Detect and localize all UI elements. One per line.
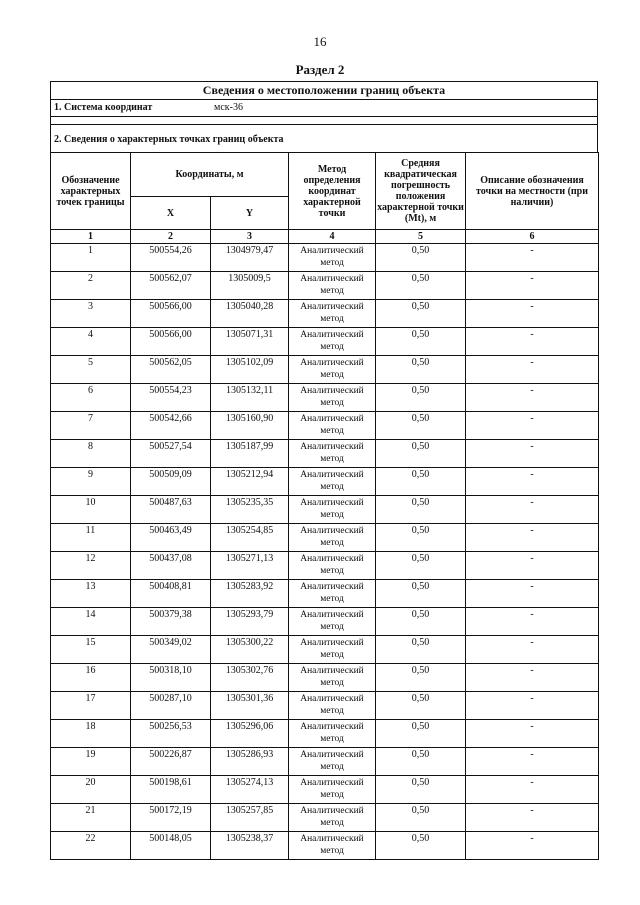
coord-y-cell: 1305254,85 xyxy=(211,524,289,552)
accuracy-cell: 0,50 xyxy=(376,552,466,580)
coord-y-cell: 1305040,28 xyxy=(211,300,289,328)
method-cell: Аналитический метод xyxy=(289,440,376,468)
coord-x-cell: 500463,49 xyxy=(131,524,211,552)
coord-y-cell: 1305283,92 xyxy=(211,580,289,608)
method-cell: Аналитический метод xyxy=(289,580,376,608)
description-cell: - xyxy=(466,664,599,692)
accuracy-cell: 0,50 xyxy=(376,300,466,328)
method-cell: Аналитический метод xyxy=(289,636,376,664)
description-cell: - xyxy=(466,608,599,636)
description-cell: - xyxy=(466,720,599,748)
table-row xyxy=(51,776,599,804)
point-number-cell: 7 xyxy=(51,412,131,440)
table-row xyxy=(51,692,599,720)
description-cell: - xyxy=(466,776,599,804)
point-number-cell: 16 xyxy=(51,664,131,692)
accuracy-cell: 0,50 xyxy=(376,664,466,692)
point-number-cell: 15 xyxy=(51,636,131,664)
accuracy-cell: 0,50 xyxy=(376,356,466,384)
point-number-cell: 5 xyxy=(51,356,131,384)
point-number-cell: 22 xyxy=(51,832,131,860)
description-cell: - xyxy=(466,552,599,580)
accuracy-cell: 0,50 xyxy=(376,832,466,860)
accuracy-cell: 0,50 xyxy=(376,608,466,636)
table-row xyxy=(51,832,599,860)
description-cell: - xyxy=(466,636,599,664)
table-row xyxy=(51,496,599,524)
point-number-cell: 19 xyxy=(51,748,131,776)
description-cell: - xyxy=(466,244,599,272)
point-number-cell: 9 xyxy=(51,468,131,496)
method-cell: Аналитический метод xyxy=(289,524,376,552)
point-number-cell: 14 xyxy=(51,608,131,636)
point-number-cell: 10 xyxy=(51,496,131,524)
coord-x-cell: 500566,00 xyxy=(131,300,211,328)
coord-x-cell: 500554,23 xyxy=(131,384,211,412)
table-row xyxy=(51,608,599,636)
description-cell: - xyxy=(466,748,599,776)
column-index: 3 xyxy=(211,230,289,244)
points-heading-row xyxy=(50,124,598,153)
column-index: 6 xyxy=(466,230,599,244)
method-cell: Аналитический метод xyxy=(289,300,376,328)
coord-y-cell: 1305009,5 xyxy=(211,272,289,300)
table-row xyxy=(51,272,599,300)
coord-x-cell: 500542,66 xyxy=(131,412,211,440)
table-row xyxy=(51,244,599,272)
coord-x-cell: 500554,26 xyxy=(131,244,211,272)
coord-y-cell: 1305257,85 xyxy=(211,804,289,832)
column-index: 2 xyxy=(131,230,211,244)
table-row xyxy=(51,412,599,440)
method-cell: Аналитический метод xyxy=(289,692,376,720)
point-number-cell: 4 xyxy=(51,328,131,356)
method-cell: Аналитический метод xyxy=(289,244,376,272)
method-cell: Аналитический метод xyxy=(289,776,376,804)
accuracy-cell: 0,50 xyxy=(376,776,466,804)
coord-y-cell: 1305102,09 xyxy=(211,356,289,384)
table-row xyxy=(51,804,599,832)
table-row xyxy=(51,356,599,384)
coord-y-cell: 1305274,13 xyxy=(211,776,289,804)
coord-x-cell: 500198,61 xyxy=(131,776,211,804)
coord-x-cell: 500487,63 xyxy=(131,496,211,524)
coord-y-cell: 1305160,90 xyxy=(211,412,289,440)
accuracy-cell: 0,50 xyxy=(376,524,466,552)
page-number: 16 xyxy=(313,34,327,49)
point-number-cell: 17 xyxy=(51,692,131,720)
method-cell: Аналитический метод xyxy=(289,468,376,496)
accuracy-cell: 0,50 xyxy=(376,272,466,300)
accuracy-cell: 0,50 xyxy=(376,384,466,412)
method-cell: Аналитический метод xyxy=(289,384,376,412)
table-row xyxy=(51,384,599,412)
header-method: Метод определения координат характерной точки xyxy=(289,153,376,230)
coord-x-cell: 500226,87 xyxy=(131,748,211,776)
table-row xyxy=(51,300,599,328)
boundary-points-table xyxy=(50,152,599,860)
description-cell: - xyxy=(466,440,599,468)
coord-x-cell: 500148,05 xyxy=(131,832,211,860)
table-row xyxy=(51,468,599,496)
description-cell: - xyxy=(466,272,599,300)
accuracy-cell: 0,50 xyxy=(376,636,466,664)
header-y: Y xyxy=(211,197,289,230)
method-cell: Аналитический метод xyxy=(289,664,376,692)
column-index: 5 xyxy=(376,230,466,244)
description-cell: - xyxy=(466,832,599,860)
description-cell: - xyxy=(466,300,599,328)
points-heading: 2. Сведения о характерных точках границ объекта xyxy=(54,134,284,145)
method-cell: Аналитический метод xyxy=(289,748,376,776)
coord-y-cell: 1304979,47 xyxy=(211,244,289,272)
coord-x-cell: 500562,05 xyxy=(131,356,211,384)
header-coordinates: Координаты, м xyxy=(131,153,289,197)
method-cell: Аналитический метод xyxy=(289,356,376,384)
accuracy-cell: 0,50 xyxy=(376,804,466,832)
accuracy-cell: 0,50 xyxy=(376,720,466,748)
coord-y-cell: 1305187,99 xyxy=(211,440,289,468)
description-cell: - xyxy=(466,580,599,608)
method-cell: Аналитический метод xyxy=(289,552,376,580)
header-accuracy: Средняя квадратическая погрешность положения характерной точки (Mt), м xyxy=(376,153,466,230)
method-cell: Аналитический метод xyxy=(289,832,376,860)
section-title: Раздел 2 xyxy=(295,62,345,77)
point-number-cell: 3 xyxy=(51,300,131,328)
method-cell: Аналитический метод xyxy=(289,272,376,300)
table-row xyxy=(51,440,599,468)
coord-y-cell: 1305271,13 xyxy=(211,552,289,580)
point-number-cell: 18 xyxy=(51,720,131,748)
description-cell: - xyxy=(466,356,599,384)
point-number-cell: 12 xyxy=(51,552,131,580)
table-row xyxy=(51,636,599,664)
column-index: 4 xyxy=(289,230,376,244)
coord-y-cell: 1305212,94 xyxy=(211,468,289,496)
coord-y-cell: 1305293,79 xyxy=(211,608,289,636)
coord-x-cell: 500349,02 xyxy=(131,636,211,664)
point-number-cell: 13 xyxy=(51,580,131,608)
coord-y-cell: 1305235,35 xyxy=(211,496,289,524)
accuracy-cell: 0,50 xyxy=(376,748,466,776)
coordinate-system-label: 1. Система координат xyxy=(54,102,153,113)
coord-x-cell: 500562,07 xyxy=(131,272,211,300)
coord-y-cell: 1305301,36 xyxy=(211,692,289,720)
accuracy-cell: 0,50 xyxy=(376,412,466,440)
description-cell: - xyxy=(466,384,599,412)
point-number-cell: 11 xyxy=(51,524,131,552)
coord-x-cell: 500566,00 xyxy=(131,328,211,356)
accuracy-cell: 0,50 xyxy=(376,496,466,524)
accuracy-cell: 0,50 xyxy=(376,468,466,496)
description-cell: - xyxy=(466,328,599,356)
header-x: X xyxy=(131,197,211,230)
table-row xyxy=(51,748,599,776)
coord-x-cell: 500318,10 xyxy=(131,664,211,692)
point-number-cell: 1 xyxy=(51,244,131,272)
point-number-cell: 6 xyxy=(51,384,131,412)
coord-y-cell: 1305302,76 xyxy=(211,664,289,692)
coord-y-cell: 1305238,37 xyxy=(211,832,289,860)
coord-x-cell: 500509,09 xyxy=(131,468,211,496)
coord-y-cell: 1305286,93 xyxy=(211,748,289,776)
accuracy-cell: 0,50 xyxy=(376,580,466,608)
table-row xyxy=(51,720,599,748)
coord-y-cell: 1305132,11 xyxy=(211,384,289,412)
coord-x-cell: 500256,53 xyxy=(131,720,211,748)
method-cell: Аналитический метод xyxy=(289,328,376,356)
point-number-cell: 21 xyxy=(51,804,131,832)
coord-x-cell: 500437,08 xyxy=(131,552,211,580)
description-cell: - xyxy=(466,496,599,524)
table-row xyxy=(51,524,599,552)
method-cell: Аналитический метод xyxy=(289,804,376,832)
point-number-cell: 2 xyxy=(51,272,131,300)
coordinate-system-value: мск-36 xyxy=(214,102,243,113)
method-cell: Аналитический метод xyxy=(289,412,376,440)
description-cell: - xyxy=(466,524,599,552)
coord-y-cell: 1305300,22 xyxy=(211,636,289,664)
method-cell: Аналитический метод xyxy=(289,720,376,748)
point-number-cell: 20 xyxy=(51,776,131,804)
table-row xyxy=(51,552,599,580)
table-row xyxy=(51,580,599,608)
description-cell: - xyxy=(466,412,599,440)
method-cell: Аналитический метод xyxy=(289,496,376,524)
section-heading: Сведения о местоположении границ объекта xyxy=(50,81,598,100)
accuracy-cell: 0,50 xyxy=(376,244,466,272)
coord-x-cell: 500527,54 xyxy=(131,440,211,468)
accuracy-cell: 0,50 xyxy=(376,692,466,720)
coord-x-cell: 500408,81 xyxy=(131,580,211,608)
coord-y-cell: 1305071,31 xyxy=(211,328,289,356)
table-row xyxy=(51,328,599,356)
column-index: 1 xyxy=(51,230,131,244)
accuracy-cell: 0,50 xyxy=(376,440,466,468)
point-number-cell: 8 xyxy=(51,440,131,468)
coordinate-system-row xyxy=(50,99,598,117)
description-cell: - xyxy=(466,804,599,832)
table-row xyxy=(51,664,599,692)
column-index-row xyxy=(51,230,599,244)
coord-y-cell: 1305296,06 xyxy=(211,720,289,748)
coord-x-cell: 500379,38 xyxy=(131,608,211,636)
header-designation: Обозначение характерных точек границы xyxy=(51,153,131,230)
header-description: Описание обозначения точки на местности (при наличии) xyxy=(466,153,599,230)
accuracy-cell: 0,50 xyxy=(376,328,466,356)
coord-x-cell: 500172,19 xyxy=(131,804,211,832)
description-cell: - xyxy=(466,468,599,496)
description-cell: - xyxy=(466,692,599,720)
coord-x-cell: 500287,10 xyxy=(131,692,211,720)
method-cell: Аналитический метод xyxy=(289,608,376,636)
